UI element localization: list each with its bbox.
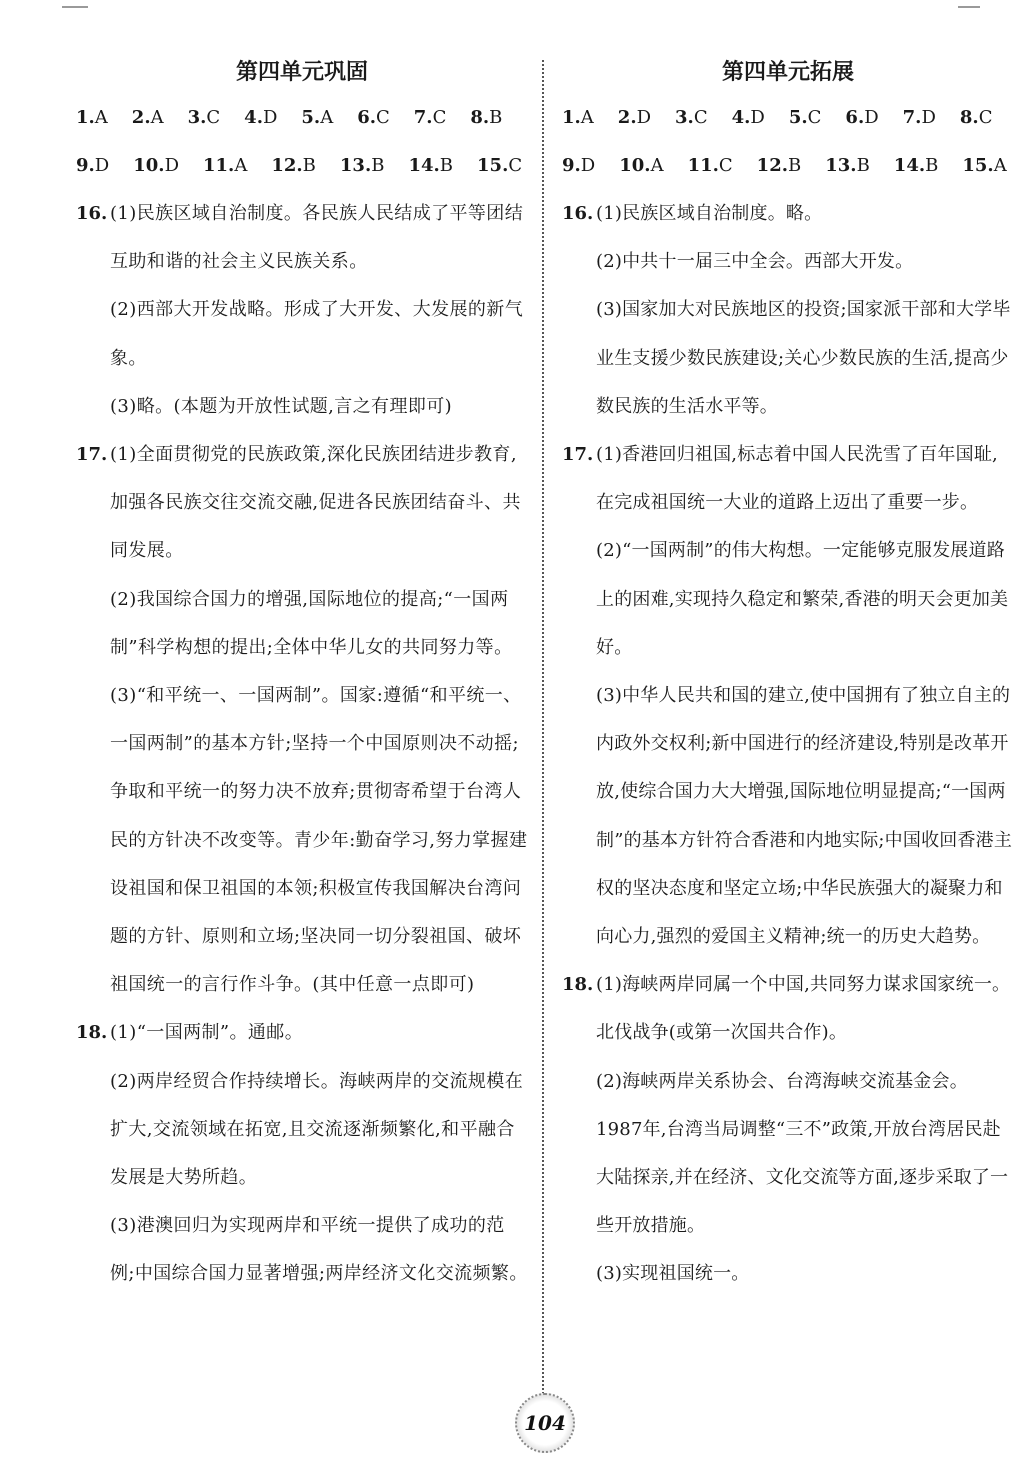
mc-choice: B (302, 155, 316, 176)
mc-answer (470, 94, 502, 142)
mc-number: 15. (962, 155, 994, 176)
answer-text: (2)西部大开发战略。形成了大开发、大发展的新气象。 (110, 299, 524, 369)
question-head (76, 1009, 528, 1057)
mc-answer (340, 142, 385, 190)
mc-number: 8. (470, 107, 490, 128)
mc-number: 4. (731, 107, 751, 128)
question-number: 18. (562, 974, 594, 996)
mc-number: 10. (133, 155, 165, 176)
question-number: 17. (562, 444, 594, 466)
answer-text: (1)“一国两制”。通邮。 (110, 1022, 304, 1044)
mc-choice: A (580, 107, 594, 128)
question-head (76, 190, 528, 286)
mc-choice: B (788, 155, 802, 176)
mc-answer (133, 142, 179, 190)
left-questions (76, 190, 528, 1299)
mc-number: 5. (301, 107, 321, 128)
mc-number: 14. (408, 155, 440, 176)
mc-number: 9. (562, 155, 581, 176)
mc-answer (188, 94, 221, 142)
mc-answer (477, 142, 522, 190)
mc-answer (414, 94, 447, 142)
mc-choice: A (320, 107, 334, 128)
page-number: 104 (524, 1411, 566, 1435)
mc-answer (203, 142, 247, 190)
mc-number: 12. (756, 155, 788, 176)
page-number-badge (515, 1393, 575, 1453)
mc-number: 3. (187, 107, 207, 128)
mc-number: 12. (271, 155, 303, 176)
question-number: 17. (76, 444, 108, 466)
question-18 (76, 1009, 528, 1298)
mc-number: 10. (619, 155, 651, 176)
mc-answer (619, 142, 663, 190)
mc-answer (825, 142, 870, 190)
answer-text: (3)国家加大对民族地区的投资;国家派干部和大学毕业生支援少数民族建设;关心少数民族的生活,提高少数民族的生活水平等。 (596, 299, 1011, 417)
question-head (562, 431, 1014, 527)
column-divider (542, 60, 544, 1410)
question-number: 18. (76, 1022, 108, 1044)
answer-text: (3)港澳回归为实现两岸和平统一提供了成功的范例;中国综合国力显著增强;两岸经济文化交流频繁。 (110, 1215, 528, 1285)
question-number: 16. (76, 203, 108, 224)
mc-answer (271, 142, 316, 190)
mc-number: 7. (902, 107, 922, 128)
answer-text: (2)两岸经贸合作持续增长。海峡两岸的交流规模在扩大,交流领域在拓宽,且交流逐渐频繁化,和平融合发展是大势所趋。 (110, 1070, 524, 1189)
mc-answer (244, 94, 277, 142)
mc-answer (618, 94, 651, 142)
mc-answer (960, 94, 993, 142)
left-mc-answers (76, 94, 528, 190)
mc-choice: A (234, 155, 248, 176)
mc-answer (562, 142, 595, 190)
answer-text: (2)中共十一届三中全会。西部大开发。 (596, 251, 914, 273)
mc-answer (357, 94, 390, 142)
question-head (76, 431, 528, 576)
mc-number: 11. (687, 155, 719, 176)
mc-choice: A (650, 155, 664, 176)
mc-choice: D (921, 107, 936, 128)
mc-answer (76, 142, 109, 190)
answer-text: (1)民族区域自治制度。略。 (596, 203, 823, 224)
question-head (562, 190, 1014, 238)
mc-choice: B (925, 155, 939, 176)
mc-number: 5. (788, 107, 808, 128)
mc-answer (675, 94, 708, 142)
mc-number: 1. (76, 107, 95, 128)
mc-choice: D (636, 107, 652, 128)
top-rule-right (958, 6, 980, 8)
right-section-title: 第四单元拓展 (721, 59, 854, 85)
mc-answer (562, 94, 594, 142)
left-column (76, 50, 528, 1299)
mc-choice: C (807, 107, 822, 128)
mc-choice: B (439, 155, 454, 176)
mc-choice: D (864, 107, 879, 128)
mc-choice: B (489, 107, 503, 128)
top-rule-left (62, 6, 88, 8)
mc-number: 6. (357, 107, 376, 128)
mc-choice: A (993, 155, 1007, 176)
mc-answer (732, 94, 765, 142)
mc-choice: D (750, 107, 765, 128)
answer-text: (1)海峡两岸同属一个中国,共同努力谋求国家统一。北伐战争(或第一次国共合作)。 (596, 974, 1011, 1044)
mc-answer (789, 94, 822, 142)
question-18 (562, 961, 1014, 1298)
mc-choice: D (94, 155, 110, 176)
mc-choice: A (150, 107, 164, 128)
answer-text: (3)略。(本题为开放性试题,言之有理即可) (110, 395, 453, 417)
mc-number: 8. (959, 107, 979, 128)
answer-text: (1)全面贯彻党的民族政策,深化民族团结进步教育,加强各民族交往交流交融,促进各民族团结奋斗、共同发展。 (110, 444, 521, 562)
right-mc-answers (562, 94, 1014, 190)
mc-number: 11. (203, 155, 235, 176)
mc-number: 13. (339, 155, 372, 176)
left-section-title: 第四单元巩固 (235, 59, 368, 85)
mc-choice: C (432, 107, 447, 128)
mc-answer (408, 142, 453, 190)
answer-text: (1)民族区域自治制度。各民族人民结成了平等团结互助和谐的社会主义民族关系。 (110, 203, 524, 273)
mc-choice: D (262, 107, 278, 128)
mc-choice: C (206, 107, 221, 128)
mc-choice: C (693, 107, 708, 128)
question-16 (76, 190, 528, 431)
mc-answer (76, 94, 108, 142)
mc-answer (301, 94, 333, 142)
mc-choice: D (164, 155, 179, 176)
mc-answer (688, 142, 733, 190)
mc-choice: B (371, 155, 385, 176)
right-questions (562, 190, 1014, 1299)
mc-number: 3. (675, 107, 694, 128)
mc-number: 15. (477, 155, 509, 176)
mc-row (562, 142, 1014, 190)
mc-row (76, 142, 528, 190)
mc-number: 7. (413, 107, 433, 128)
question-17 (562, 431, 1014, 961)
mc-choice: D (580, 155, 596, 176)
mc-choice: A (94, 107, 108, 128)
answer-text: (1)香港回归祖国,标志着中国人民洗雪了百年国耻,在完成祖国统一大业的道路上迈出了重要一步。 (596, 444, 998, 514)
answer-text: (2)我国综合国力的增强,国际地位的提高;“一国两制”科学构想的提出;全体中华儿女的共同努力等。 (110, 588, 513, 658)
mc-answer (845, 94, 878, 142)
mc-row (76, 94, 528, 142)
question-head (562, 961, 1014, 1057)
mc-row (562, 94, 1014, 142)
question-16 (562, 190, 1014, 431)
right-column (562, 50, 1014, 1299)
mc-number: 6. (845, 107, 865, 128)
mc-answer (962, 142, 1006, 190)
mc-choice: C (978, 107, 993, 128)
mc-number: 2. (617, 107, 637, 128)
answer-text: (2)“一国两制”的伟大构想。一定能够克服发展道路上的困难,实现持久稳定和繁荣,香港的明天会更加美好。 (596, 540, 1009, 658)
mc-answer (894, 142, 939, 190)
mc-number: 1. (562, 107, 581, 128)
mc-number: 9. (76, 155, 95, 176)
answer-text: (3)“和平统一、一国两制”。国家:遵循“和平统一、一国两制”的基本方针;坚持一个中国原则决不动摇;争取和平统一的努力决不放弃;贯彻寄希望于台湾人民的方针决不改变等。青少年:勤奋学习,努力掌握建设祖国和保卫祖国的本领;积极宣传我国解决台湾问题的方针、原则和立场;坚决同一切分裂祖国、破坏祖国统一的言行作斗争。(其中任意一点即可) (110, 685, 528, 996)
mc-choice: C (508, 155, 523, 176)
mc-number: 4. (244, 107, 263, 128)
mc-number: 2. (131, 107, 151, 128)
answer-text: (3)实现祖国统一。 (596, 1263, 750, 1285)
mc-choice: C (718, 155, 733, 176)
mc-answer (757, 142, 802, 190)
question-17 (76, 431, 528, 1009)
answer-text: (3)中华人民共和国的建立,使中国拥有了独立自主的内政外交权利;新中国进行的经济建设,特别是改革开放,使综合国力大大增强,国际地位明显提高;“一国两制”的基本方针符合香港和内地实际;中国收回香港主权的坚决态度和坚定立场;中华民族强大的凝聚力和向心力,强烈的爱国主义精神;统一的历史大趋势。 (596, 685, 1013, 948)
answer-text: (2)海峡两岸关系协会、台湾海峡交流基金会。1987年,台湾当局调整“三不”政策,开放台湾居民赴大陆探亲,并在经济、文化交流等方面,逐步采取了一些开放措施。 (596, 1070, 1009, 1237)
mc-answer (903, 94, 936, 142)
mc-number: 14. (893, 155, 926, 176)
mc-choice: B (856, 155, 870, 176)
mc-choice: C (376, 107, 390, 128)
question-number: 16. (562, 203, 594, 224)
mc-answer (132, 94, 164, 142)
mc-number: 13. (825, 155, 857, 176)
